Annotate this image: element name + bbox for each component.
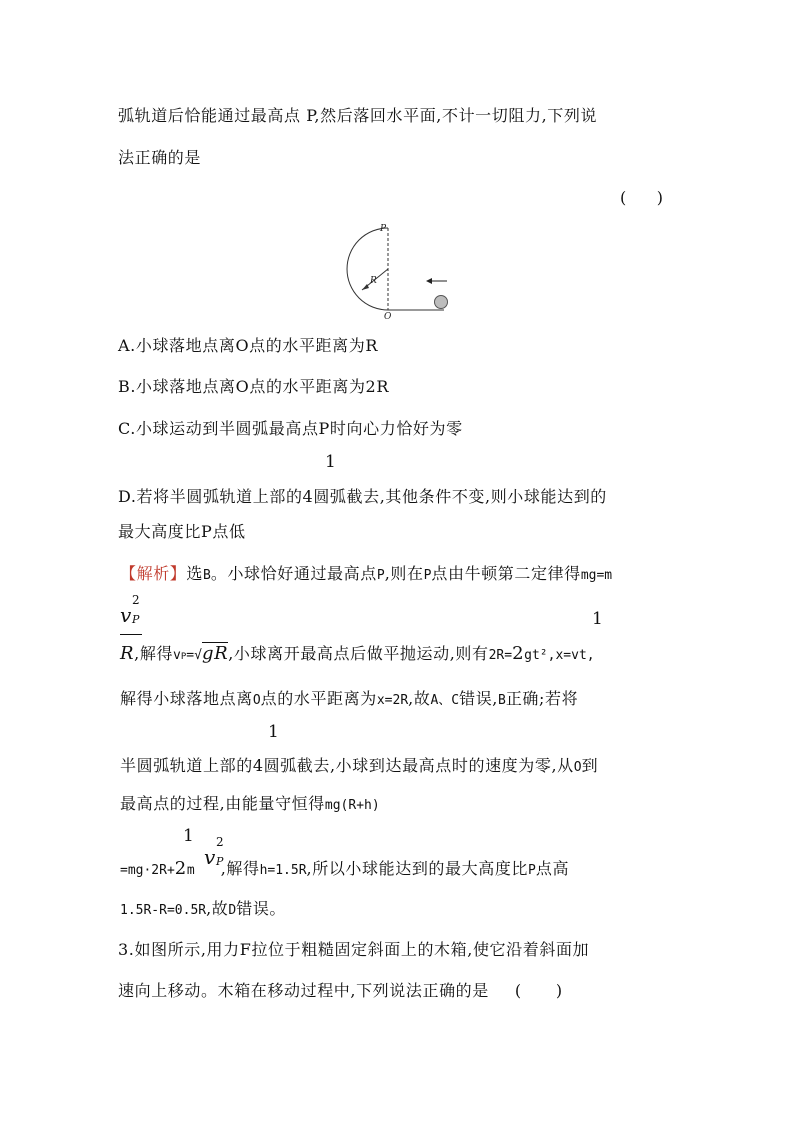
analysis-text: 解得小球落地点离 — [120, 689, 253, 708]
analysis-text: 选 — [186, 564, 204, 583]
semicircle-track-figure — [340, 220, 460, 320]
fraction-denominator: 4 — [302, 487, 314, 506]
analysis-text: ,故 — [206, 899, 229, 918]
label-p: P — [379, 224, 386, 234]
sqrt-symbol: =√ — [186, 648, 202, 663]
option-d-line-2: 最大高度比P点低 — [118, 522, 246, 541]
half-denominator-2: 2 — [174, 858, 187, 879]
analysis-text: 点由牛顿第二定律得 — [431, 564, 581, 583]
quarter-numerator: 1 — [268, 722, 279, 742]
label-r: R — [370, 276, 377, 286]
vp-superscript: 2 — [216, 835, 224, 849]
analysis-text: 。小球恰好通过最高点 — [210, 564, 377, 583]
analysis-text: mg(R+h) — [324, 798, 380, 813]
analysis-line-1 — [120, 562, 612, 588]
option-b: B.小球落地点离O点的水平距离为2R — [118, 377, 389, 396]
analysis-text: B — [498, 693, 506, 708]
question-text-line-2: 法正确的是 — [118, 148, 202, 167]
analysis-text: 错误。 — [236, 899, 287, 918]
option-d-suffix: 圆弧截去,其他条件不变,则小球能达到的 — [313, 487, 607, 506]
analysis-text: ,故 — [408, 689, 431, 708]
vp-superscript: 2 — [132, 593, 140, 607]
analysis-text: gt²,x=vt, — [524, 648, 595, 663]
analysis-text: x=2R — [376, 693, 409, 708]
analysis-line-7 — [120, 897, 286, 923]
half-numerator: 1 — [592, 609, 603, 629]
analysis-text: 点的水平距离为 — [260, 689, 377, 708]
analysis-line-3 — [120, 687, 578, 713]
analysis-line-5 — [120, 792, 380, 818]
option-c: C.小球运动到半圆弧最高点P时向心力恰好为零 — [118, 419, 463, 438]
fraction-denominator-r: R — [120, 643, 135, 664]
analysis-text: O — [573, 760, 582, 775]
analysis-text: v — [173, 648, 181, 663]
analysis-text: P — [180, 652, 187, 662]
option-d — [118, 485, 607, 509]
question-3-text: 速向上移动。木箱在移动过程中,下列说法正确的是 — [118, 981, 489, 1000]
analysis-line-2 — [120, 642, 595, 669]
analysis-text: P — [423, 568, 432, 583]
answer-bracket: ( ) — [620, 188, 663, 207]
vp-symbol: v — [204, 845, 216, 869]
option-d-prefix: D.若将半圆弧轨道上部的 — [118, 487, 303, 506]
sqrt-argument: gR — [201, 643, 229, 664]
half-denominator: 2 — [512, 643, 525, 664]
vp-symbol: v — [120, 603, 132, 627]
analysis-text: =mg·2R+ — [120, 863, 175, 878]
analysis-text: ,解得 — [134, 644, 174, 663]
analysis-text: A、C — [430, 693, 460, 708]
analysis-text: mg=m — [580, 568, 613, 583]
label-o: O — [384, 312, 392, 320]
analysis-text: B — [203, 568, 211, 583]
analysis-text: 到 — [581, 756, 599, 775]
analysis-text: 2R= — [488, 648, 513, 663]
analysis-text: 圆弧截去,小球到达最高点时的速度为零,从 — [263, 756, 574, 775]
analysis-text: O — [252, 693, 261, 708]
analysis-tag: 【解析】 — [120, 564, 187, 583]
analysis-text: h=1.5R — [259, 863, 307, 878]
fraction-bar — [120, 634, 142, 635]
analysis-text: m — [186, 863, 195, 878]
answer-bracket: ( ) — [514, 981, 563, 1000]
analysis-text: P — [528, 863, 536, 878]
question-3-line-1: 3.如图所示,用力F拉位于粗糙固定斜面上的木箱,使它沿着斜面加 — [118, 940, 590, 959]
analysis-text: 点高 — [535, 859, 570, 878]
fraction-numerator: 1 — [325, 452, 336, 472]
analysis-text: 半圆弧轨道上部的 — [120, 756, 253, 775]
analysis-text: D — [228, 903, 237, 918]
analysis-text: 最高点的过程,由能量守恒得 — [120, 794, 325, 813]
analysis-line-6 — [120, 857, 569, 883]
vp-subscript: P — [216, 855, 224, 868]
question-3-line-2 — [118, 979, 563, 1003]
quarter-denominator: 4 — [252, 756, 264, 775]
question-text-line-1: 弧轨道后恰能通过最高点 P,然后落回水平面,不计一切阻力,下列说 — [118, 106, 598, 125]
analysis-text: ,小球离开最高点后做平抛运动,则有 — [228, 644, 489, 663]
option-a: A.小球落地点离O点的水平距离为R — [118, 336, 379, 355]
analysis-text: ,所以小球能达到的最大高度比 — [306, 859, 529, 878]
analysis-text: P — [376, 568, 385, 583]
analysis-text: 1.5R-R=0.5R — [120, 903, 207, 918]
vp-squared-numerator — [120, 593, 140, 627]
analysis-line-4 — [120, 754, 598, 780]
analysis-text: ,则在 — [384, 564, 424, 583]
analysis-text: 错误, — [459, 689, 498, 708]
vp-subscript: P — [132, 613, 140, 626]
half-numerator-2: 1 — [183, 826, 194, 846]
analysis-text: ,解得 — [220, 859, 260, 878]
analysis-text: 正确;若将 — [505, 689, 579, 708]
